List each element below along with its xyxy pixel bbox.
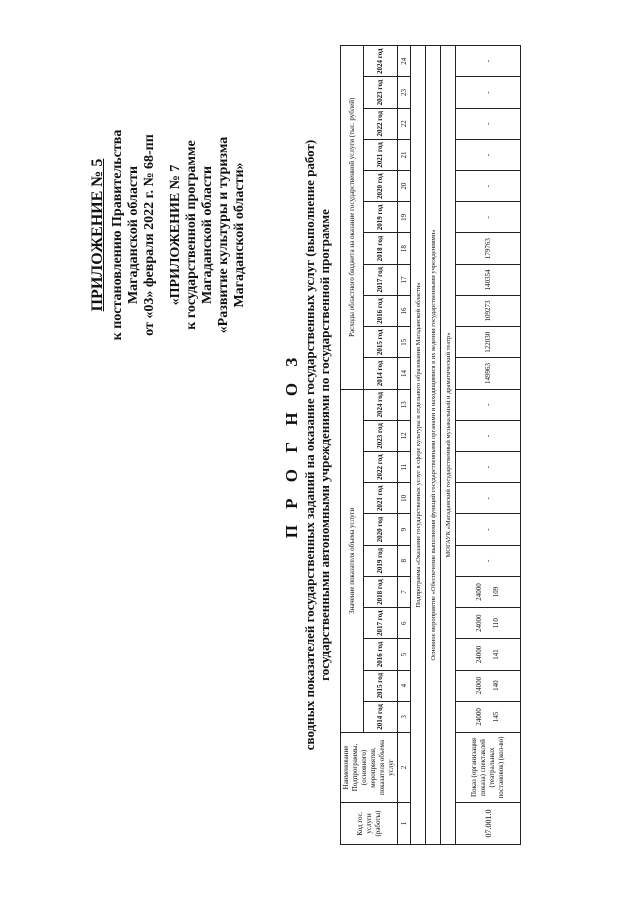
region2-line: Магаданской области	[200, 165, 215, 305]
group-volume-header: Значение показателя объема услуги	[341, 389, 364, 732]
service-code: 07.001.0	[456, 803, 521, 845]
expense-value-5: 179763	[456, 233, 521, 264]
column-number-14: 14	[398, 358, 411, 389]
year-header-20: 2022 год	[364, 108, 398, 139]
appendix2-title: «ПРИЛОЖЕНИЕ № 7	[168, 164, 183, 306]
column-number-12: 12	[398, 420, 411, 451]
appendix-header	[90, 85, 248, 385]
volume-value-10: -	[456, 420, 521, 451]
years-row	[364, 46, 398, 845]
year-header-7: 2020 год	[364, 514, 398, 545]
program-name-line-1: «Развитие культуры и туризма	[216, 136, 231, 334]
date-line: от «03» февраля 2022 г. № 68-пп	[142, 134, 157, 336]
column-number-9: 9	[398, 514, 411, 545]
column-numbers-row	[398, 46, 411, 845]
column-number-5: 5	[398, 639, 411, 670]
volume-bottom-value-1: 145	[492, 711, 500, 723]
column-number-23: 23	[398, 77, 411, 108]
column-number-2: 2	[398, 733, 411, 803]
region-line: Магаданской области	[126, 165, 141, 305]
volume-value-5	[456, 576, 521, 607]
year-header-17: 2019 год	[364, 202, 398, 233]
column-number-24: 24	[398, 46, 411, 77]
year-header-16: 2018 год	[364, 233, 398, 264]
expense-value-4: 140354	[456, 264, 521, 295]
expense-value-11: -	[456, 46, 521, 77]
volume-value-2	[456, 670, 521, 701]
resolution-line: к постановлению Правительства	[110, 129, 125, 341]
volume-value-9: -	[456, 452, 521, 483]
volume-value-8: -	[456, 483, 521, 514]
expense-value-7: -	[456, 171, 521, 202]
year-header-18: 2020 год	[364, 171, 398, 202]
column-number-11: 11	[398, 452, 411, 483]
year-header-14: 2016 год	[364, 295, 398, 326]
forecast-table	[340, 45, 521, 845]
institution-row: МОГАУК «Магаданский государственный музыкальный и драматический театр»	[441, 46, 456, 845]
volume-top-value-4: 24000	[475, 614, 483, 632]
volume-top-value-1: 24000	[475, 708, 483, 726]
volume-bottom-value-2: 140	[492, 680, 500, 691]
year-header-15: 2017 год	[364, 264, 398, 295]
column-number-19: 19	[398, 202, 411, 233]
forecast-subtitle	[302, 15, 332, 875]
column-number-13: 13	[398, 389, 411, 420]
program-name-line-2: Магаданской области»	[232, 162, 247, 308]
year-header-10: 2023 год	[364, 420, 398, 451]
col-name-header: Наименование Подпрограммы, (основного) мероприятия, показателя объема услуг	[341, 733, 398, 803]
year-header-6: 2019 год	[364, 545, 398, 576]
expense-value-6: -	[456, 202, 521, 233]
column-number-15: 15	[398, 327, 411, 358]
volume-bottom-value-5: 109	[492, 586, 500, 598]
year-header-1: 2014 год	[364, 701, 398, 732]
volume-value-1	[456, 701, 521, 732]
column-number-20: 20	[398, 171, 411, 202]
column-number-8: 8	[398, 545, 411, 576]
year-header-5: 2018 год	[364, 576, 398, 607]
table-row	[456, 46, 521, 845]
column-number-21: 21	[398, 139, 411, 170]
volume-value-4	[456, 608, 521, 639]
year-header-8: 2021 год	[364, 483, 398, 514]
year-header-22: 2024 год	[364, 46, 398, 77]
column-number-18: 18	[398, 233, 411, 264]
appendix-title: ПРИЛОЖЕНИЕ № 5	[89, 158, 106, 312]
expense-value-9: -	[456, 108, 521, 139]
column-number-16: 16	[398, 295, 411, 326]
expense-value-3: 109273	[456, 295, 521, 326]
column-number-6: 6	[398, 608, 411, 639]
volume-value-3	[456, 639, 521, 670]
volume-top-value-5: 24000	[475, 583, 483, 601]
volume-top-value-2: 24000	[475, 676, 483, 695]
expense-value-10: -	[456, 77, 521, 108]
year-header-21: 2023 год	[364, 77, 398, 108]
column-number-3: 3	[398, 701, 411, 732]
year-header-19: 2021 год	[364, 139, 398, 170]
column-number-7: 7	[398, 576, 411, 607]
col-code-header: Код гос. услуги (работы)	[341, 803, 398, 845]
volume-bottom-value-4: 110	[492, 618, 500, 629]
year-header-3: 2016 год	[364, 639, 398, 670]
column-number-10: 10	[398, 483, 411, 514]
volume-value-7: -	[456, 514, 521, 545]
group-expense-header: Расходы областного бюджета на оказание государственной услуги (тыс. рублей)	[341, 46, 364, 390]
subprogram-row: Подпрограмма «Оказание государственных услуг в сфере культуры и отдельного образования Магаданской области»	[411, 46, 426, 845]
forecast-subtitle-line-1: сводных показателей государственных заданий на оказание государственных услуг (выполнение работ)	[302, 139, 317, 751]
volume-top-value-3: 24000	[475, 645, 483, 664]
expense-value-2: 122030	[456, 327, 521, 358]
volume-value-11: -	[456, 389, 521, 420]
expense-value-8: -	[456, 139, 521, 170]
year-header-13: 2015 год	[364, 327, 398, 358]
column-number-22: 22	[398, 108, 411, 139]
service-name: Показ (организация показа) спектаклей (театральных постановок) (кол-во)	[456, 733, 521, 803]
volume-value-6: -	[456, 545, 521, 576]
column-number-17: 17	[398, 264, 411, 295]
forecast-title: П Р О Г Н О З	[282, 351, 301, 539]
year-header-2: 2015 год	[364, 670, 398, 701]
main-event-row: Основное мероприятие «Обеспечение выполнения функций государственными органами и находящимися в их ведении государственными учреждениями»	[426, 46, 441, 845]
program-line: к государственной программе	[184, 140, 199, 330]
forecast-subtitle-line-2: государственными автономными учреждениями по государственной программе	[317, 209, 332, 681]
column-number-4: 4	[398, 670, 411, 701]
column-number-1: 1	[398, 803, 411, 845]
volume-bottom-value-3: 141	[492, 649, 500, 660]
year-header-4: 2017 год	[364, 608, 398, 639]
expense-value-1: 149963	[456, 358, 521, 389]
year-header-11: 2024 год	[364, 389, 398, 420]
year-header-12: 2014 год	[364, 358, 398, 389]
year-header-9: 2022 год	[364, 452, 398, 483]
rotated-page-content	[40, 15, 600, 875]
